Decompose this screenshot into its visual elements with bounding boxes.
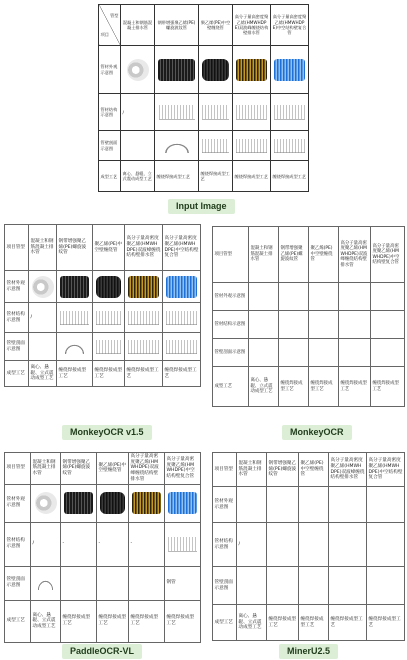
header-cell: 混凝土和钢筋混凝土排水管 — [31, 453, 61, 485]
row-label: 成型工艺 — [213, 367, 249, 407]
section-diagram — [60, 340, 89, 354]
header-cell: 高分子量高密度聚乙烯(HMWHDPE)双波峰缠绕结构壁排水管 — [125, 225, 163, 271]
process-cell: 缠绕焊接成型工艺 — [299, 605, 329, 641]
row-label: 成型工艺 — [99, 161, 121, 192]
steel-pipe-label: 钢管 — [165, 566, 201, 600]
header-cell: 聚乙烯(PE)中空壁缠绕管 — [309, 227, 339, 283]
row-label: 成型工艺 — [5, 600, 31, 642]
process-cell: 缠绕焊接成型工艺 — [329, 605, 367, 641]
header-cell: 项目管型 — [213, 227, 249, 283]
table-row — [99, 161, 309, 192]
header-cell: 钢带增强聚乙烯(PE)螺旋波纹管 — [57, 225, 93, 271]
caption-input-image: Input Image — [168, 199, 235, 214]
header-cell: 项目管型 — [213, 453, 237, 487]
table-row — [5, 600, 201, 642]
process-cell: 缠绕焊接成型工艺 — [129, 600, 165, 642]
process-cell: 缠绕焊接成型工艺 — [271, 161, 309, 192]
header-cell: 聚乙烯(PE)中空壁缠绕管 — [93, 225, 125, 271]
header-cell: 高分子量高密度聚乙烯(HMWHDPE)双波峰缠绕结构壁排水管 — [339, 227, 371, 283]
row-label: 管材结构示意图 — [99, 94, 121, 131]
steel-pe-pipe-photo — [64, 492, 93, 514]
row-label: 管材结构示意图 — [213, 311, 249, 339]
row-label: 管壁剖面示意图 — [5, 333, 29, 361]
process-cell: 离心、悬辊、立式震动成型工艺 — [237, 605, 267, 641]
process-cell: 缠绕焊接成型工艺 — [93, 361, 125, 387]
process-cell: 缠绕焊接成型工艺 — [125, 361, 163, 387]
process-cell: 缠绕焊接成型工艺 — [279, 367, 309, 407]
header-cell: 高分子量高密度聚乙烯(HMWHDPE)双波峰缠绕结构壁排水管 — [129, 453, 165, 485]
corner-cell — [99, 5, 121, 46]
paddleocr-vl-table — [4, 452, 201, 643]
header-cell: 聚乙烯(PE)中空壁缠绕管 — [299, 453, 329, 487]
section-diagram — [202, 139, 229, 153]
process-cell: 缠绕焊接成型工艺 — [97, 600, 129, 642]
table-row — [99, 5, 309, 46]
header-cell: 高分子量高密度聚乙烯(HMWHDPE)双波峰缠绕结构壁排水管 — [329, 453, 367, 487]
empty-marker: / — [237, 523, 267, 567]
table-row — [213, 453, 405, 487]
table-row — [213, 567, 405, 605]
header-cell: 混凝土和钢筋混凝土排水管 — [237, 453, 267, 487]
table-row — [213, 367, 405, 407]
section-diagram — [274, 139, 305, 153]
header-cell: 高分子量高密度聚乙烯(HMWHDPE)中空结构壁复合管 — [271, 5, 309, 46]
structure-diagram — [274, 105, 305, 119]
row-label: 管材外观示意图 — [213, 283, 249, 311]
row-label: 管材结构示意图 — [5, 522, 31, 566]
hdpe-composite-pipe-photo — [274, 59, 305, 81]
row-label: 成型工艺 — [5, 361, 29, 387]
hdpe-pipe-photo — [132, 492, 161, 514]
header-cell: 项目管型 — [5, 225, 29, 271]
pe-pipe-photo — [100, 492, 126, 514]
table-row — [5, 361, 201, 387]
header-cell: 钢带增强聚乙烯(PE)螺旋波纹管 — [279, 227, 309, 283]
table-row — [213, 523, 405, 567]
header-cell: 高分子量高密度聚乙烯(HMWHDPE)中空结构壁复合管 — [163, 225, 201, 271]
header-cell: 钢带增强聚乙烯(PE)螺旋波纹管 — [155, 5, 199, 46]
row-label: 成型工艺 — [213, 605, 237, 641]
header-cell: 混凝土和钢筋混凝土排水管 — [249, 227, 279, 283]
structure-diagram — [159, 105, 195, 119]
row-label: 管壁剖面示意图 — [99, 131, 121, 161]
process-cell: 离心、悬辊、立式震动成型工艺 — [31, 600, 61, 642]
section-diagram — [34, 576, 57, 590]
empty-marker: - — [61, 522, 97, 566]
process-cell: 缠绕焊接成型工艺 — [163, 361, 201, 387]
concrete-pipe-photo — [35, 492, 57, 514]
structure-diagram — [202, 105, 229, 119]
original-table — [98, 4, 309, 192]
hdpe-composite-pipe-photo — [166, 276, 197, 298]
section-diagram — [236, 139, 267, 153]
process-cell: 缠绕焊接成型工艺 — [339, 367, 371, 407]
header-cell: 高分子量高密度聚乙烯(HMWHDPE)双波峰缠绕结构壁排水管 — [233, 5, 271, 46]
table-row — [5, 225, 201, 271]
section-diagram — [96, 340, 121, 354]
row-label: 管壁剖面示意图 — [213, 567, 237, 605]
process-cell: 缠绕焊接成型工艺 — [371, 367, 405, 407]
table-row — [99, 94, 309, 131]
empty-marker: - — [97, 522, 129, 566]
process-cell: 缠绕焊接成型工艺 — [61, 600, 97, 642]
header-cell: 混凝土和钢筋混凝土排水管 — [29, 225, 57, 271]
table-row — [5, 522, 201, 566]
corner-top-label: 管型 — [110, 12, 119, 18]
process-cell: 缠绕焊接成型工艺 — [165, 600, 201, 642]
process-cell: 缠绕焊接成型工艺 — [57, 361, 93, 387]
hdpe-pipe-photo — [236, 59, 267, 81]
row-label: 管材外观示意图 — [99, 45, 121, 94]
header-cell: 混凝土和钢筋混凝土排水管 — [121, 5, 155, 46]
header-cell: 聚乙烯(PE)中空壁缠绕管 — [199, 5, 233, 46]
caption-monkeyocr: MonkeyOCR — [282, 425, 352, 440]
process-cell: 缠绕焊接成型工艺 — [309, 367, 339, 407]
process-cell: 离心、悬辊、立式震动成型工艺 — [249, 367, 279, 407]
structure-diagram — [60, 311, 89, 325]
process-cell: 缠绕焊接成型工艺 — [155, 161, 199, 192]
empty-marker: / — [31, 522, 61, 566]
row-label: 管材结构示意图 — [213, 523, 237, 567]
structure-diagram — [166, 311, 197, 325]
process-cell: 缠绕焊接成型工艺 — [367, 605, 405, 641]
header-cell: 项目管型 — [5, 453, 31, 485]
header-cell: 高分子量高密度聚乙烯(HMWHDPE)中空结构壁复合管 — [165, 453, 201, 485]
process-cell: 缠绕焊接成型工艺 — [267, 605, 299, 641]
corner-bottom-label: 项目 — [100, 31, 109, 37]
table-row — [213, 311, 405, 339]
table-row — [5, 453, 201, 485]
structure-diagram — [96, 311, 121, 325]
table-row — [213, 605, 405, 641]
row-label: 管壁剖面示意图 — [213, 339, 249, 367]
empty-marker: / — [121, 94, 155, 131]
monkeyocr-table — [212, 226, 405, 407]
section-diagram — [128, 340, 159, 354]
caption-paddleocr-vl: PaddleOCR-VL — [62, 644, 142, 659]
empty-marker: / — [29, 303, 57, 333]
hdpe-composite-pipe-photo — [168, 492, 197, 514]
structure-diagram — [128, 311, 159, 325]
row-label: 管材外观示意图 — [5, 271, 29, 303]
pe-pipe-photo — [96, 276, 122, 298]
section-diagram — [159, 139, 195, 153]
table-row — [5, 484, 201, 522]
caption-mineru25: MinerU2.5 — [279, 644, 338, 659]
row-label: 管材结构示意图 — [5, 303, 29, 333]
steel-pe-pipe-photo — [60, 276, 89, 298]
table-row — [213, 227, 405, 283]
table-row — [5, 333, 201, 361]
hdpe-pipe-photo — [128, 276, 159, 298]
header-cell: 钢带增强聚乙烯(PE)螺旋波纹管 — [61, 453, 97, 485]
mineru25-table — [212, 452, 405, 641]
table-row — [213, 487, 405, 523]
structure-diagram — [236, 105, 267, 119]
process-cell: 缠绕焊接成型工艺 — [199, 161, 233, 192]
row-label: 管壁剖面示意图 — [5, 566, 31, 600]
header-cell: 高分子量高密度聚乙烯(HMWHDPE)中空结构壁复合管 — [367, 453, 405, 487]
input-image-panel — [98, 4, 308, 192]
header-cell: 聚乙烯(PE)中空壁缠绕管 — [97, 453, 129, 485]
row-label: 管材外观示意图 — [213, 487, 237, 523]
caption-monkeyocr-v15: MonkeyOCR v1.5 — [62, 425, 152, 440]
table-row — [5, 566, 201, 600]
structure-diagram — [168, 537, 197, 551]
section-diagram — [166, 340, 197, 354]
process-cell: 缠绕焊接成型工艺 — [233, 161, 271, 192]
header-cell: 高分子量高密度聚乙烯(HMWHDPE)中空结构壁复合管 — [371, 227, 405, 283]
steel-pe-pipe-photo — [158, 59, 195, 81]
monkeyocr-v15-table — [4, 224, 201, 387]
concrete-pipe-photo — [127, 59, 149, 81]
process-cell: 离心、悬辊、立式震动成型工艺 — [121, 161, 155, 192]
table-row — [213, 283, 405, 311]
pe-pipe-photo — [202, 59, 230, 81]
table-row — [5, 271, 201, 303]
table-row — [5, 303, 201, 333]
table-row — [99, 131, 309, 161]
process-cell: 离心、悬辊、立式震动成型工艺 — [29, 361, 57, 387]
table-row — [213, 339, 405, 367]
empty-marker: - — [129, 522, 165, 566]
row-label: 管材外观示意图 — [5, 484, 31, 522]
header-cell: 钢带增强聚乙烯(PE)螺旋波纹管 — [267, 453, 299, 487]
table-row — [99, 45, 309, 94]
concrete-pipe-photo — [32, 276, 54, 298]
